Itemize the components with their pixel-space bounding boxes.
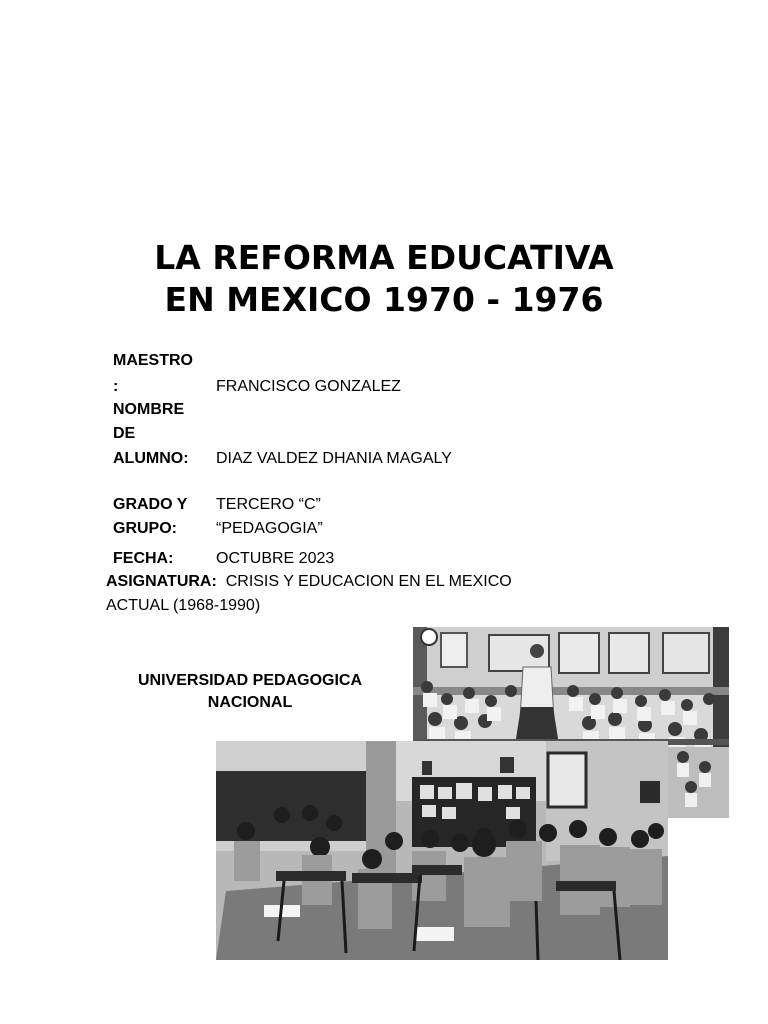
maestro-label: MAESTRO bbox=[113, 352, 193, 369]
asignatura-label: ASIGNATURA: bbox=[106, 573, 217, 590]
grupo-value: “PEDAGOGIA” bbox=[216, 520, 323, 537]
alumno-label-3: ALUMNO: bbox=[113, 450, 189, 467]
alumno-label-2: DE bbox=[113, 425, 136, 442]
asignatura-value: CRISIS Y EDUCACION EN EL MEXICO ACTUAL (1968-1990) bbox=[106, 573, 516, 614]
title-line-2: EN MEXICO 1970 - 1976 bbox=[164, 280, 604, 319]
university-name bbox=[110, 670, 390, 714]
classroom-photo-icon bbox=[216, 741, 668, 960]
classroom-photo-students bbox=[216, 741, 668, 960]
maestro-value: FRANCISCO GONZALEZ bbox=[216, 378, 401, 395]
title-line-1: LA REFORMA EDUCATIVA bbox=[154, 238, 614, 277]
fecha-label: FECHA: bbox=[113, 550, 174, 567]
university-line-2: NACIONAL bbox=[207, 694, 293, 711]
fecha-value: OCTUBRE 2023 bbox=[216, 550, 335, 567]
grupo-label: GRUPO: bbox=[113, 520, 177, 537]
document-title bbox=[0, 237, 768, 321]
alumno-value: DIAZ VALDEZ DHANIA MAGALY bbox=[216, 450, 452, 467]
asignatura-paragraph bbox=[106, 570, 576, 618]
university-line-1: UNIVERSIDAD PEDAGOGICA bbox=[137, 672, 363, 689]
grado-label: GRADO Y bbox=[113, 496, 188, 513]
maestro-label-colon: : bbox=[113, 378, 119, 395]
grado-value: TERCERO “C” bbox=[216, 496, 321, 513]
alumno-label-1: NOMBRE bbox=[113, 401, 185, 418]
